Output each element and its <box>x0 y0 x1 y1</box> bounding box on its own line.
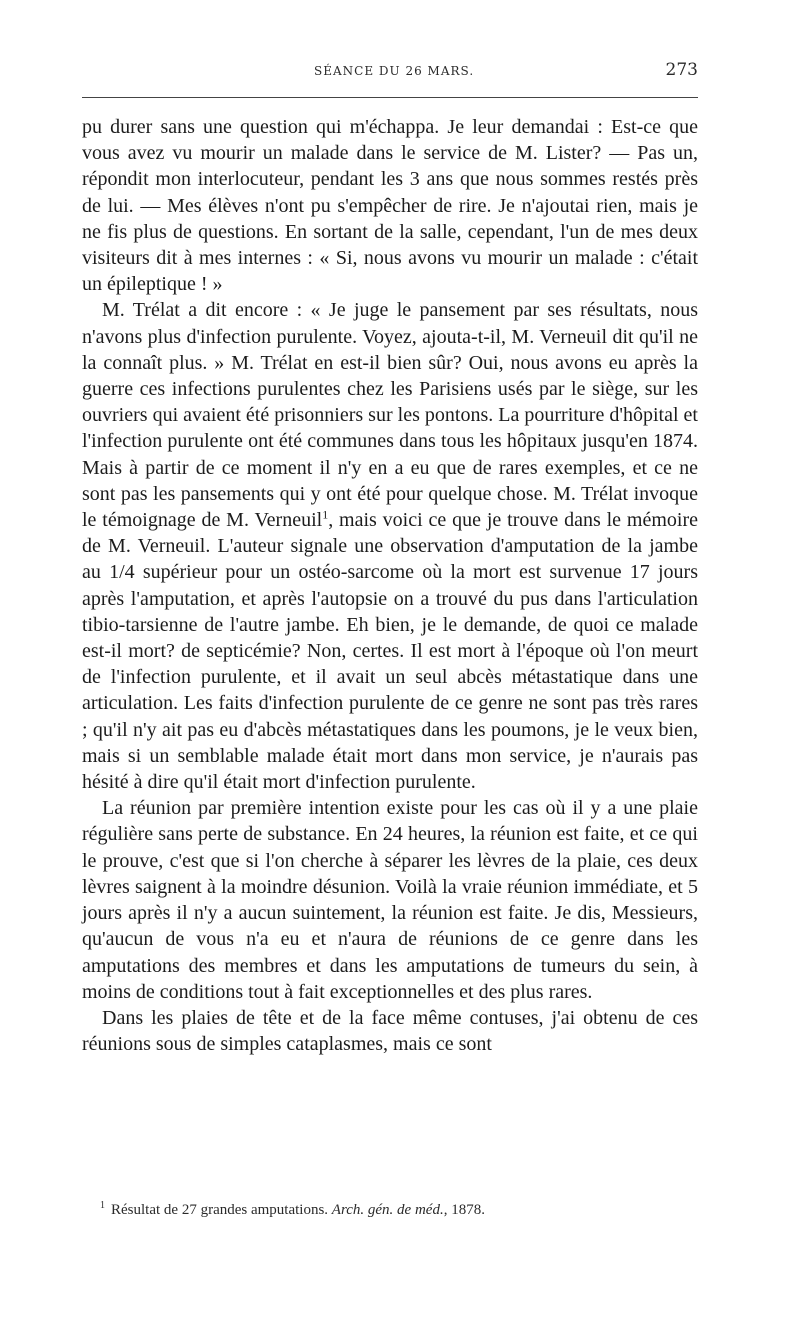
paragraph-4: Dans les plaies de tête et de la face même contuses, j'ai obtenu de ces réunions sous de simples cataplasmes, mais ce sont <box>82 1006 698 1056</box>
footnote-text: Résultat de 27 grandes amputations. <box>111 1202 329 1218</box>
footnote-journal: Arch. gén. de méd. <box>331 1202 444 1218</box>
footnote-reference[interactable]: 1 <box>322 507 329 522</box>
footnote-year: , 1878. <box>443 1202 485 1218</box>
body-text <box>82 114 698 1057</box>
page-number: 273 <box>665 60 698 80</box>
header-rule <box>82 97 698 98</box>
footnote <box>100 1200 700 1219</box>
paragraph-3: La réunion par première intention existe pour les cas où il y a une plaie régulière sans perte de substance. En 24 heures, la réunion est faite, et ce qui le prouve, c'est que si l'on cherche à séparer les lèvres de la plaie, ces deux lèvres saignent à la moindre désunion. Voilà la vraie réunion immédiate, et 5 jours après il n'y a aucun suintement, la réunion est faite. Je dis, Messieurs, qu'aucun de vous n'a eu et n'aura de réunions de ce genre dans les amputations des membres et dans les amputations de tumeurs du sein, à moins de conditions tout à fait exceptionnelles et des plus rares. <box>82 797 698 1003</box>
running-title: SÉANCE DU 26 MARS. <box>314 64 475 78</box>
paragraph-2 <box>82 297 698 795</box>
paragraph-2-part-1: M. Trélat a dit encore : « Je juge le pansement par ses résultats, nous n'avons plus d'infection purulente. Voyez, ajouta-t-il, M. Verneuil dit qu'il ne la connaît plus. » M. Trélat en est-il bien sûr? Oui, nous avons eu après la guerre ces infections purulentes chez les Parisiens usés par le siège, sur les ouvriers qui avaient été prisonniers sur les pontons. La pourriture d'hôpital et l'infection purulente ont été communes dans tous les hôpitaux jusqu'en 1874. Mais à partir de ce moment il n'y en a eu que de rares exemples, et ce ne sont pas les pansements qui y ont été pour quelque chose. M. Trélat invoque le témoignage de M. Verneuil <box>82 299 698 532</box>
paragraph-1: pu durer sans une question qui m'échappa. Je leur demandai : Est-ce que vous avez vu mourir un malade dans le service de M. Lister? — Pas un, répondit mon interlocuteur, pendant les 3 ans que nous sommes restés près de lui. — Mes élèves n'ont pu s'empêcher de rire. Je n'ajoutai rien, mais je ne fis plus de questions. En sortant de la salle, cependant, l'un de mes deux visiteurs dit à mes internes : « Si, nous avons vu mourir un malade : c'était un épileptique ! » <box>82 116 698 296</box>
page-header <box>82 58 698 88</box>
paragraph-2-part-2: , mais voici ce que je trouve dans le mémoire de M. Verneuil. L'auteur signale une observation d'amputation de la jambe au 1/4 supérieur pour un ostéo-sarcome où la mort est survenue 17 jours après l'amputation, et après l'autopsie on a trouvé du pus dans l'articulation tibio-tarsienne de l'autre jambe. Eh bien, je le demande, de quoi ce malade est-il mort? de septicémie? Non, certes. Il est mort à l'époque où l'on meurt de l'infection purulente, et il avait un seul abcès métastatique dans une articulation. Les faits d'infection purulente de ce genre ne sont pas très rares ; qu'il n'y ait pas eu d'abcès métastatiques dans les poumons, je le veux bien, mais si un semblable malade était mort dans mon service, je n'aurais pas hésité à dire qu'il était mort d'infection purulente. <box>82 509 698 794</box>
footnote-number: 1 <box>100 1200 105 1211</box>
